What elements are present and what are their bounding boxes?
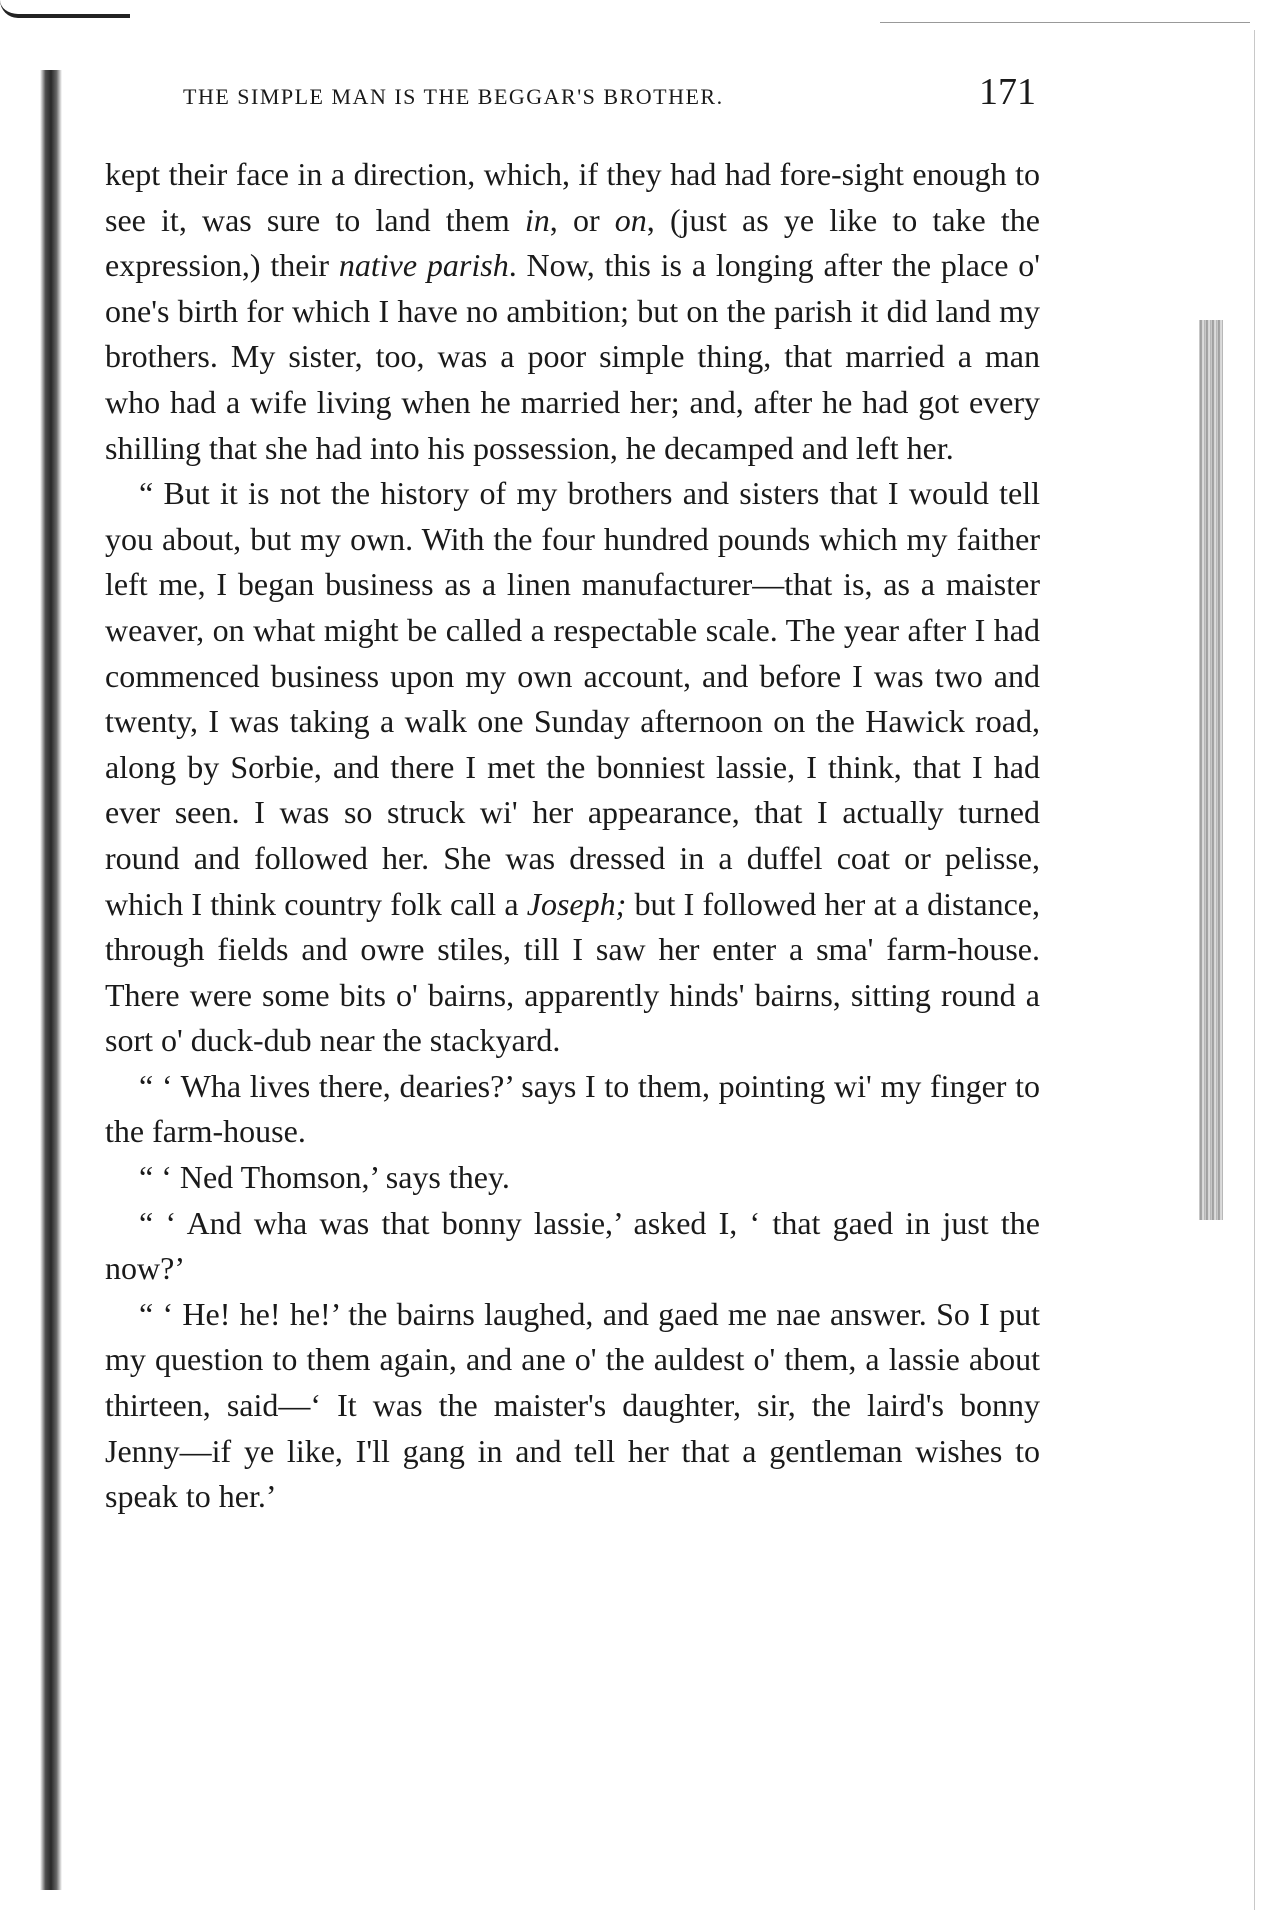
text-run: kept their face in a direction, which, if they had had fore-sight enough to see it, was sure to land them [105, 156, 1040, 238]
page-number: 171 [979, 71, 1036, 113]
running-head [105, 70, 1040, 130]
body-text [105, 152, 1040, 1520]
left-binding-shadow [40, 70, 62, 1890]
right-page-edge [1254, 30, 1255, 1910]
paragraph [105, 1201, 1040, 1292]
text-run: “ ‘ And wha was that bonny lassie,’ asked I, ‘ that gaed in just the now?’ [105, 1204, 1040, 1287]
italic-text: on [614, 201, 647, 238]
text-run: “ ‘ Wha lives there, dearies?’ says I to them, pointing wi' my finger to the farm-house. [105, 1067, 1040, 1150]
text-run: “ ‘ He! he! he!’ the bairns laughed, and gaed me nae answer. So I put my question to them again, and ane o' the auldest o' them, a lassie about thirteen, said—‘ It was the maister's daughter, sir, the laird's bonny Jenny—if ye like, I'll gang in and tell her that a gentleman wishes to speak to her.’ [105, 1295, 1040, 1515]
paragraph [105, 471, 1040, 1064]
paragraph [105, 1155, 1040, 1201]
paragraph [105, 152, 1040, 471]
text-run: “ But it is not the history of my brothers and sisters that I would tell you about, but my own. With the four hundred pounds which my faither left me, I began business as a linen manufacturer—that is, as a maister weaver, on what might be called a respectable scale. The year after I had commenced business upon my own account, and before I was two and twenty, I was taking a walk one Sunday afternoon on the Hawick road, along by Sorbie, and there I met the bonniest lassie, I think, that I had ever seen. I was so struck wi' her appearance, that I actually turned round and followed her. She was dressed in a duffel coat or pelisse, which I think country folk call a [105, 475, 1040, 922]
text-run: “ ‘ Ned Thomson,’ says they. [139, 1159, 510, 1196]
running-title: THE SIMPLE MAN IS THE BEGGAR'S BROTHER. [183, 84, 724, 109]
text-run: , or [549, 201, 615, 238]
top-edge-rule [880, 22, 1250, 23]
binding-hook-mark [0, 0, 130, 18]
text-run: but I followed her at a distance, through fields and owre stiles, till I saw her enter a sma' farm-house. There were some bits o' bairns, apparently hinds' bairns, sitting round a sort o' duck-dub near the stackyard. [105, 885, 1041, 1059]
book-page [105, 70, 1040, 1520]
italic-text: in [524, 201, 550, 238]
paragraph [105, 1292, 1040, 1520]
italic-text: native parish [338, 247, 509, 284]
right-binding-shadow [1199, 320, 1223, 1220]
text-run: . Now, this is a longing after the place o' one's birth for which I have no ambition; but on the parish it did land my brothers. My sister, too, was a poor simple thing, that married a man who had a wife living when he married her; and, after he had got every shilling that she had into his possession, he decamped and left her. [105, 247, 1041, 466]
paragraph [105, 1064, 1040, 1155]
text-run: , (just as ye like to take the expression,) their [105, 201, 1040, 284]
italic-text: Joseph; [526, 885, 627, 922]
